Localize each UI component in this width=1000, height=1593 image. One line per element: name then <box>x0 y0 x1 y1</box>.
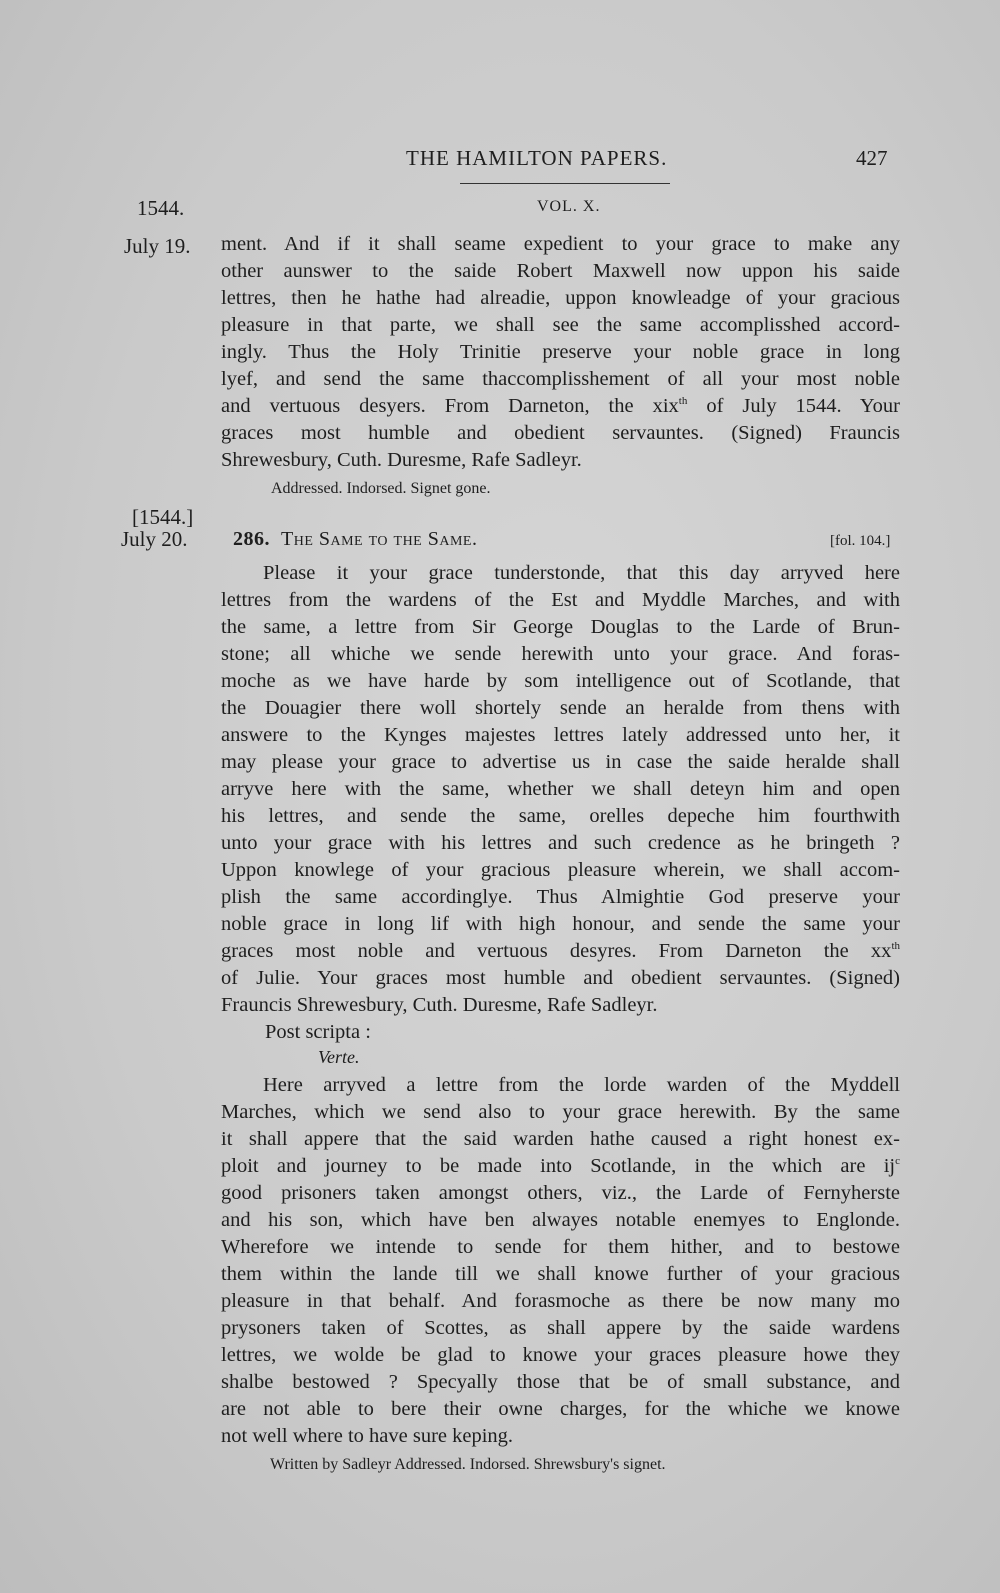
text-line: prysoners taken of Scottes, as shall appere by the saide wardens <box>221 1317 900 1339</box>
text-line: plish the same accordinglye. Thus Almightie God preserve your <box>221 886 900 908</box>
text-line: lettres, we wolde be glad to knowe your graces pleasure howe they <box>221 1344 900 1366</box>
text-line: it shall appere that the said warden hathe caused a right honest ex- <box>221 1128 900 1150</box>
text-line: Marches, which we send also to your grace herewith. By the same <box>221 1101 900 1123</box>
text-line: them within the lande till we shall knowe further of your gracious <box>221 1263 900 1285</box>
text-line: Here arryved a lettre from the lorde warden of the Myddell <box>263 1074 900 1096</box>
text-line: shalbe bestowed ? Specyally those that be of small substance, and <box>221 1371 900 1393</box>
text-line: other aunswer to the saide Robert Maxwell now uppon his saide <box>221 260 900 282</box>
text-line: ment. And if it shall seame expedient to your grace to make any <box>221 233 900 255</box>
folio-reference: [fol. 104.] <box>830 533 891 549</box>
margin-date-july-20: July 20. <box>121 527 188 551</box>
endorsement-note: Addressed. Indorsed. Signet gone. <box>271 480 491 497</box>
margin-year: 1544. <box>137 196 185 220</box>
text-line: moche as we have harde by som intelligence out of Scotlande, that <box>221 670 900 692</box>
text-line: and vertuous desyers. From Darneton, the xix$^{th}$ of July 1544. Your <box>221 395 900 417</box>
text-line: noble grace in long lif with high honour, and sende the same your <box>221 913 900 935</box>
text-line: lyef, and send the same thaccomplisshement of all your most noble <box>221 368 900 390</box>
text-line: Frauncis Shrewesbury, Cuth. Duresme, Rafe Sadleyr. <box>221 994 658 1016</box>
text-line: ploit and journey to be made into Scotlande, in the which are $ij^c$ <box>221 1155 900 1177</box>
letter-number: 286. <box>233 528 270 550</box>
text-line: pleasure in that parte, we shall see the same accomplisshed accord- <box>221 314 900 336</box>
text-line: graces most noble and vertuous desyres. From Darneton the $xx^{th}$ <box>221 940 900 962</box>
text-line: Uppon knowlege of your gracious pleasure wherein, we shall accom- <box>221 859 900 881</box>
endorsement-note: Written by Sadleyr Addressed. Indorsed. Shrewsbury's signet. <box>270 1456 666 1473</box>
text-line: stone; all whiche we sende herewith unto your grace. And foras- <box>221 643 900 665</box>
text-line: Please it your grace tunderstonde, that this day arryved here <box>263 562 900 584</box>
text-line: lettres, then he hathe had alreadie, uppon knowleadge of your gracious <box>221 287 900 309</box>
volume-label: VOL. X. <box>537 198 601 215</box>
text-line: and his son, which have ben alwayes notable enemyes to Englonde. <box>221 1209 900 1231</box>
text-line: graces most humble and obedient servauntes. (Signed) Frauncis <box>221 422 900 444</box>
text-line: the Douagier there woll shortely sende an heralde from thens with <box>221 697 900 719</box>
text-line: of Julie. Your graces most humble and obedient servauntes. (Signed) <box>221 967 900 989</box>
text-line: answere to the Kynges majestes lettres lately addressed unto her, it <box>221 724 900 746</box>
margin-date-july-19: July 19. <box>124 234 191 258</box>
text-line: ingly. Thus the Holy Trinitie preserve your noble grace in long <box>221 341 900 363</box>
text-line: pleasure in that behalf. And forasmoche as there be now many mo <box>221 1290 900 1312</box>
letter-heading <box>233 528 477 551</box>
text-line: good prisoners taken amongst others, viz., the Larde of Fernyherste <box>221 1182 900 1204</box>
text-line: his lettres, and sende the same, orelles depeche him fourthwith <box>221 805 900 827</box>
text-line: Wherefore we intende to sende for them hither, and to bestowe <box>221 1236 900 1258</box>
text-line: lettres from the wardens of the Est and Myddle Marches, and with <box>221 589 900 611</box>
margin-year-bracket: [1544.] <box>132 505 194 529</box>
text-line: the same, a lettre from Sir George Douglas to the Larde of Brun- <box>221 616 900 638</box>
header-rule <box>460 183 670 184</box>
text-line: are not able to bere their owne charges, for the whiche we knowe <box>221 1398 900 1420</box>
text-line: Shrewesbury, Cuth. Duresme, Rafe Sadleyr. <box>221 449 582 471</box>
text-line: may please your grace to advertise us in case the saide heralde shall <box>221 751 900 773</box>
letter-title: The Same to the Same. <box>281 528 478 550</box>
text-line: unto your grace with his lettres and such credence as he bringeth ? <box>221 832 900 854</box>
post-scripta-label: Post scripta : <box>265 1021 371 1043</box>
text-line: arryve here with the same, whether we shall deteyn him and open <box>221 778 900 800</box>
text-line: not well where to have sure keping. <box>221 1425 514 1447</box>
verte-label: Verte. <box>318 1047 360 1067</box>
page-number: 427 <box>856 146 888 170</box>
running-title: THE HAMILTON PAPERS. <box>406 146 668 170</box>
